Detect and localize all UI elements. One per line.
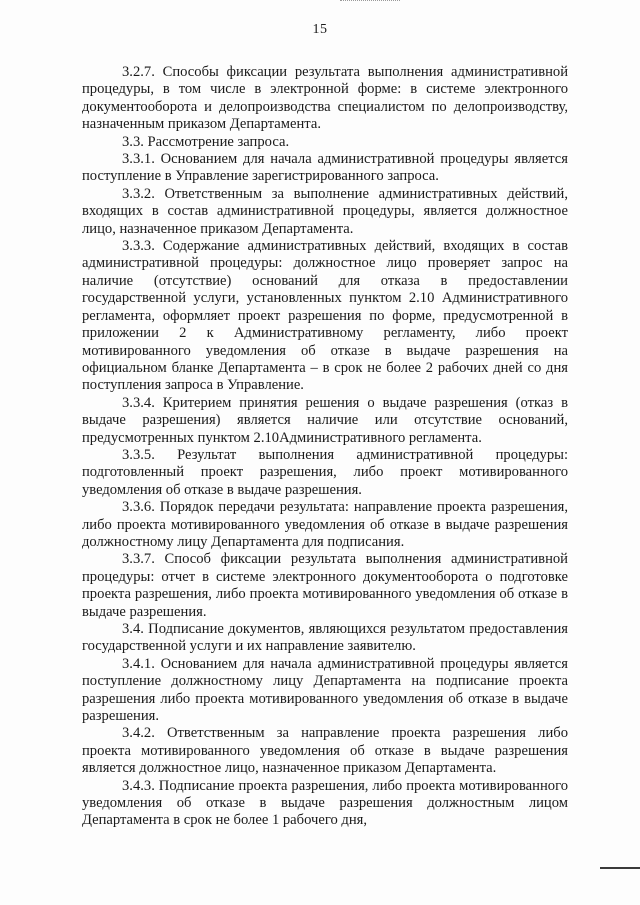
paragraph-3-4-3: 3.4.3. Подписание проекта разрешения, либо проекта мотивированного уведомления об отказе в выдаче разрешения должностным лицом Департамента в срок не более 1 рабочего дня, [82, 777, 568, 829]
paragraph-3-4: 3.4. Подписание документов, являющихся результатом предоставления государственной услуги и их направление заявителю. [82, 621, 568, 655]
paragraph-3-4-1: 3.4.1. Основанием для начала административной процедуры является поступление должностному лицу Департамента на подписание проекта разрешения либо проекта мотивированного уведомления об отказе в выдаче разрешения. [82, 655, 568, 725]
scan-artifact-bottom [600, 867, 640, 869]
paragraph-3-3: 3.3. Рассмотрение запроса. [122, 133, 290, 150]
paragraph-3-3-7: 3.3.7. Способ фиксации результата выполнения административной процедуры: отчет в системе электронного документооборота о подготовке проекта разрешения, либо проекта мотивированного уведомления об отказе в выдаче разрешения. [82, 551, 568, 620]
paragraph-3-4-2: 3.4.2. Ответственным за направление проекта разрешения либо проекта мотивированного уведомления об отказе в выдаче разрешения является должностное лицо, назначенное приказом Департамента. [82, 725, 568, 777]
paragraph-3-3-6: 3.3.6. Порядок передачи результата: направление проекта разрешения, либо проекта мотивированного уведомления об отказе в выдаче разрешения должностному лицу Департамента для подписания. [82, 499, 568, 550]
paragraph-3-3-2: 3.3.2. Ответственным за выполнение административных действий, входящих в состав административной процедуры, является должностное лицо, назначенное приказом Департамента. [82, 185, 568, 237]
scan-artifact-top [340, 0, 400, 3]
paragraph-3-2-7: 3.2.7. Способы фиксации результата выполнения административной процедуры, в том числе в электронной форме: в системе электронного документооборота и делопроизводства специалистом по делопроизводству, назначенным приказом Департамента. [82, 64, 568, 133]
paragraph-3-3-4: 3.3.4. Критерием принятия решения о выдаче разрешения (отказ в выдаче разрешения) является наличие или отсутствие оснований, предусмотренных пунктом 2.10Административного регламента. [82, 394, 568, 446]
page-number: 15 [312, 22, 328, 37]
paragraph-3-3-3: 3.3.3. Содержание административных действий, входящих в состав административной процедуры: должностное лицо проверяет запрос на наличие (отсутствие) оснований для отказа в предоставлении государственной услуги, установленных пунктом 2.10 Административного регламента, оформляет проект разрешения по форме, предусмотренной в приложении 2 к Административному регламенту, либо проект мотивированного уведомления об отказе в выдаче разрешения на официальном бланке Департамента – в срок не более 2 рабочих дней со дня поступления запроса в Управление. [82, 238, 568, 394]
document-body [82, 64, 568, 830]
paragraph-3-3-5: 3.3.5. Результат выполнения административной процедуры: подготовленный проект разрешения, либо проект мотивированного уведомления об отказе в выдаче разрешения. [82, 446, 568, 498]
paragraph-3-3-1: 3.3.1. Основанием для начала административной процедуры является поступление в Управление зарегистрированного запроса. [82, 151, 568, 185]
